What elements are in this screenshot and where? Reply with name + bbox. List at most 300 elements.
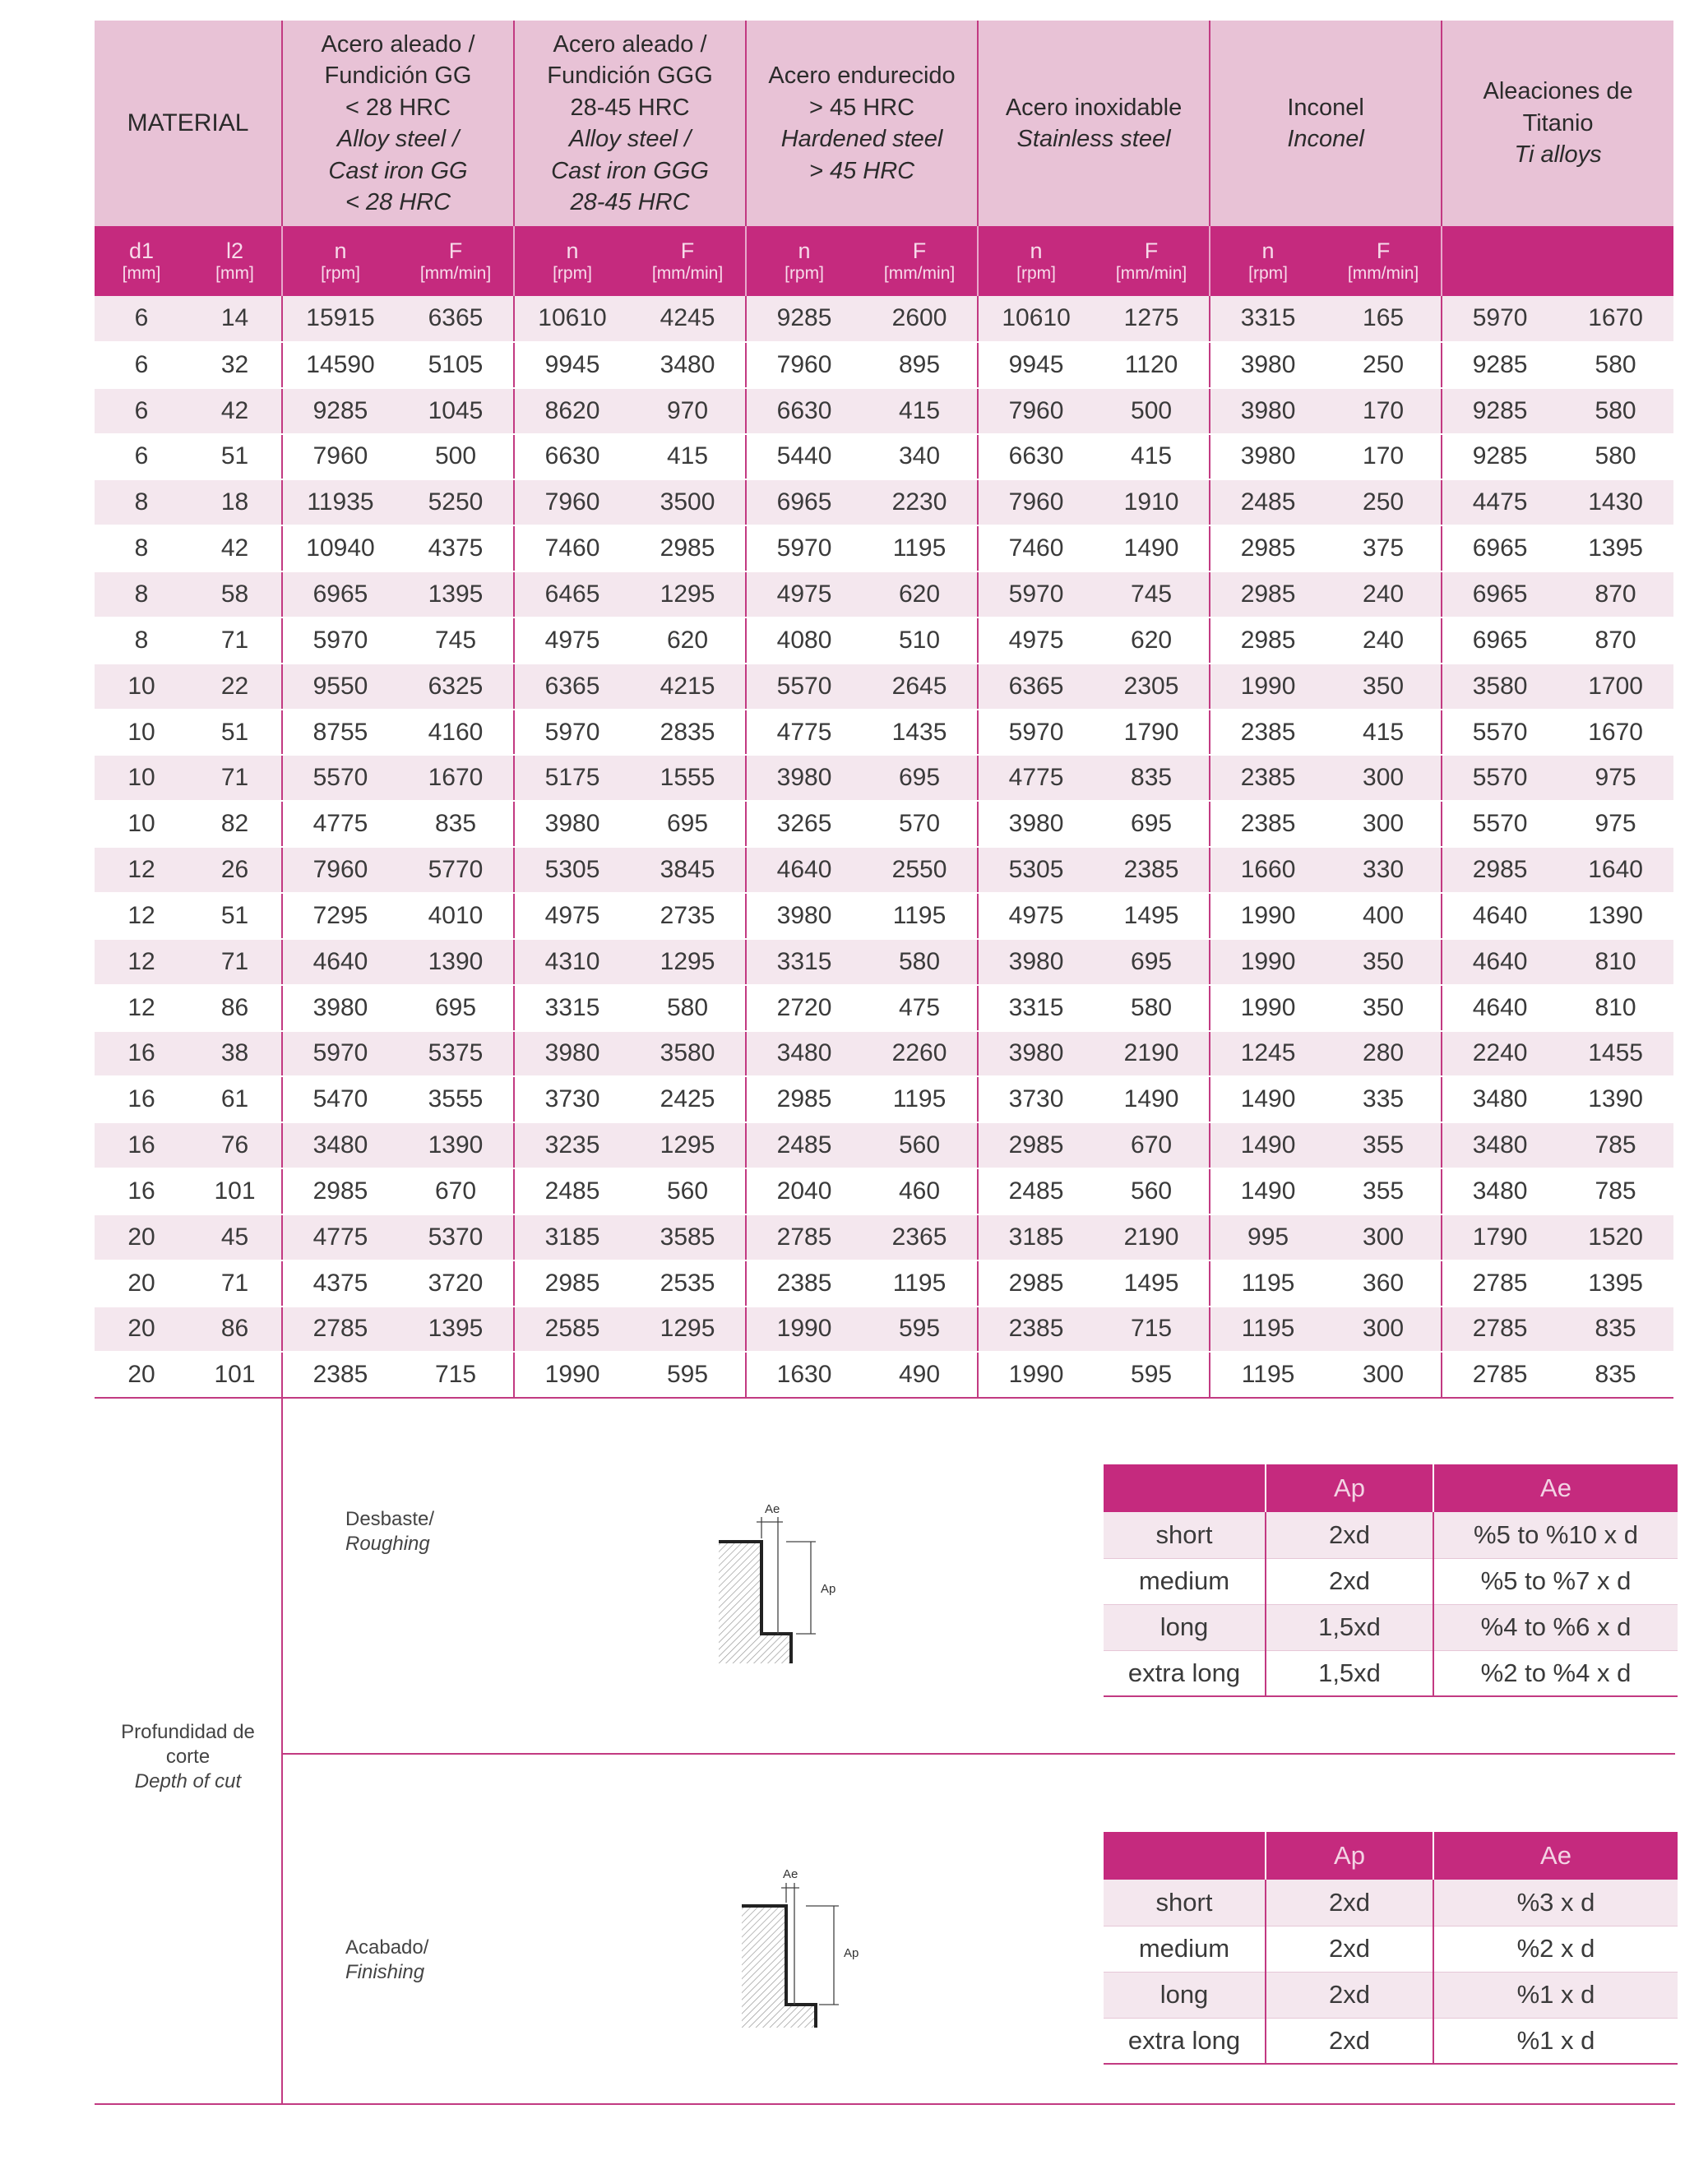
roughing-cell: extra long [1104,1650,1266,1696]
table-cell: 695 [398,985,514,1031]
table-cell: 1390 [1558,893,1673,939]
unit-label: F [1144,238,1159,263]
unit-text: [mm/min] [651,263,724,283]
table-cell: 5970 [978,571,1094,617]
ae-dim-label: Ae [783,1867,798,1881]
table-cell: 350 [1326,939,1442,985]
unit-text: [mm/min] [1115,263,1187,283]
finishing-cell: 2xd [1266,1972,1433,2018]
table-cell: 7960 [282,847,398,893]
table-cell: 2385 [1210,801,1326,847]
table-cell: 10610 [514,296,630,342]
table-cell: 1555 [630,755,746,801]
table-row [95,388,1673,434]
table-cell: 5970 [514,710,630,756]
finishing-row [1104,1880,1678,1926]
table-cell: 16 [95,1076,188,1122]
material-en-line: Hardened steel [780,126,943,152]
ap-dim-label: Ap [844,1946,859,1960]
table-cell: 101 [188,1168,282,1214]
table-cell: 42 [188,525,282,571]
unit-label: F [680,238,695,263]
table-cell: 2835 [630,710,746,756]
table-cell: 1295 [630,1307,746,1353]
finishing-cell: %2 x d [1433,1926,1678,1972]
table-cell: 4775 [282,801,398,847]
table-row [95,1076,1673,1122]
finishing-cell: 2xd [1266,1926,1433,1972]
unit-label: F [1376,238,1391,263]
roughing-row [1104,1650,1678,1696]
table-cell: 15915 [282,296,398,342]
table-cell: 3980 [1210,388,1326,434]
table-cell: 1390 [1558,1076,1673,1122]
table-cell: 2260 [862,1031,978,1077]
table-cell: 71 [188,755,282,801]
table-cell: 1990 [1210,985,1326,1031]
table-cell: 4640 [1442,985,1558,1031]
table-cell: 170 [1326,434,1442,480]
finishing-row [1104,1926,1678,1972]
unit-cell-n [1210,226,1326,296]
table-row [95,939,1673,985]
unit-cell-l2 [188,226,282,296]
table-cell: 620 [1094,617,1210,664]
table-cell: 6 [95,388,188,434]
table-cell: 1490 [1094,525,1210,571]
table-cell: 10 [95,801,188,847]
table-cell: 300 [1326,1352,1442,1398]
unit-cell-f [862,226,978,296]
table-cell: 1395 [1558,525,1673,571]
table-cell: 745 [1094,571,1210,617]
table-cell: 2985 [1210,525,1326,571]
col-header-ap: Ap [1266,1832,1433,1880]
table-cell: 16 [95,1031,188,1077]
finishing-diagram [737,1865,868,2029]
finishing-cell: %1 x d [1433,1972,1678,2018]
unit-text: [mm] [215,263,254,283]
roughing-cell: %4 to %6 x d [1433,1604,1678,1650]
table-cell: 5440 [746,434,862,480]
table-cell: 835 [1558,1307,1673,1353]
table-cell: 400 [1326,893,1442,939]
table-cell: 4215 [630,664,746,710]
table-cell: 415 [1326,710,1442,756]
table-cell: 580 [630,985,746,1031]
material-es-line: Fundición GG [324,62,472,89]
material-en-line: 28-45 HRC [570,189,690,215]
table-cell: 2985 [978,1122,1094,1168]
unit-cell-n [978,226,1094,296]
table-cell: 3185 [514,1214,630,1260]
finishing-cell: extra long [1104,2018,1266,2064]
table-cell: 360 [1326,1260,1442,1307]
table-cell: 785 [1558,1168,1673,1214]
table-cell: 1195 [1210,1352,1326,1398]
table-cell: 570 [862,801,978,847]
table-cell: 71 [188,1260,282,1307]
table-cell: 3845 [630,847,746,893]
table-cell: 300 [1326,1307,1442,1353]
table-cell: 2385 [1094,847,1210,893]
table-cell: 1390 [398,939,514,985]
material-en-line: Alloy steel / [568,126,692,152]
table-cell: 6965 [1442,571,1558,617]
table-cell: 1195 [862,525,978,571]
table-cell: 7960 [282,434,398,480]
table-row [95,296,1673,342]
table-cell: 1195 [862,893,978,939]
table-cell: 2190 [1094,1031,1210,1077]
table-cell: 580 [1558,342,1673,388]
table-cell: 2305 [1094,664,1210,710]
material-es-line: Fundición GGG [547,62,713,89]
table-cell: 71 [188,939,282,985]
table-cell: 6465 [514,571,630,617]
table-cell: 810 [1558,985,1673,1031]
table-cell: 1195 [862,1076,978,1122]
table-cell: 2385 [978,1307,1094,1353]
table-cell: 2535 [630,1260,746,1307]
table-cell: 9285 [1442,388,1558,434]
table-cell: 785 [1558,1122,1673,1168]
finishing-cell: 2xd [1266,2018,1433,2064]
table-cell: 4010 [398,893,514,939]
table-cell: 1495 [1094,893,1210,939]
table-cell: 5970 [282,1031,398,1077]
table-cell: 1430 [1558,479,1673,525]
table-cell: 76 [188,1122,282,1168]
table-cell: 240 [1326,571,1442,617]
finishing-cell: long [1104,1972,1266,2018]
table-cell: 5570 [746,664,862,710]
table-cell: 7960 [978,388,1094,434]
table-cell: 9550 [282,664,398,710]
table-cell: 1700 [1558,664,1673,710]
table-cell: 86 [188,1307,282,1353]
table-row [95,1168,1673,1214]
material-en-line: < 28 HRC [345,189,451,215]
table-cell: 2985 [1442,847,1558,893]
table-cell: 2735 [630,893,746,939]
material-es-line: < 28 HRC [345,94,451,121]
table-row [95,571,1673,617]
table-cell: 4975 [746,571,862,617]
table-cell: 355 [1326,1168,1442,1214]
table-cell: 2985 [978,1260,1094,1307]
workpiece-shape [742,1906,816,2028]
unit-cell-f [1094,226,1210,296]
col-header-ae: Ae [1433,1832,1678,1880]
unit-cell-n [514,226,630,296]
table-cell: 3315 [746,939,862,985]
table-cell: 1990 [978,1352,1094,1398]
table-cell: 3315 [978,985,1094,1031]
table-cell: 4375 [282,1260,398,1307]
table-cell: 9945 [514,342,630,388]
table-cell: 1045 [398,388,514,434]
table-cell: 670 [1094,1122,1210,1168]
roughing-label-es: Desbaste/ [345,1508,435,1530]
table-row [95,342,1673,388]
material-en-line: Cast iron GG [328,157,468,184]
material-es-line: Acero endurecido [768,62,956,89]
workpiece-shape [719,1542,791,1663]
table-cell: 1790 [1094,710,1210,756]
table-cell: 3980 [746,755,862,801]
finishing-cell: %1 x d [1433,2018,1678,2064]
table-cell: 2645 [862,664,978,710]
table-row [95,1031,1673,1077]
material-header-titanium [1442,21,1673,226]
table-cell: 3315 [1210,296,1326,342]
table-cell: 1295 [630,939,746,985]
table-cell: 5375 [398,1031,514,1077]
table-cell: 895 [862,342,978,388]
table-cell: 330 [1326,847,1442,893]
roughing-cell: %2 to %4 x d [1433,1650,1678,1696]
table-cell: 595 [1094,1352,1210,1398]
table-cell: 3720 [398,1260,514,1307]
table-cell: 9285 [1442,434,1558,480]
material-header-inconel [1210,21,1442,226]
unit-label: n [1261,238,1275,263]
table-cell: 2785 [1442,1260,1558,1307]
material-header-row [95,21,1673,226]
table-cell: 2485 [514,1168,630,1214]
table-cell: 10 [95,755,188,801]
table-cell: 165 [1326,296,1442,342]
table-row [95,1260,1673,1307]
table-cell: 560 [630,1168,746,1214]
table-cell: 4775 [282,1214,398,1260]
table-cell: 5770 [398,847,514,893]
unit-label: l2 [225,238,243,263]
material-title: MATERIAL [127,109,249,136]
unit-label: F [912,238,927,263]
table-cell: 1990 [1210,893,1326,939]
material-es-line: Aleaciones de [1483,78,1633,105]
finishing-table [1104,1832,1678,2065]
table-cell: 4160 [398,710,514,756]
table-cell: 51 [188,893,282,939]
material-en-line: Cast iron GGG [551,157,709,184]
table-cell: 3580 [630,1031,746,1077]
roughing-row [1104,1512,1678,1558]
roughing-cell: 1,5xd [1266,1650,1433,1696]
col-header-length [1104,1832,1266,1880]
table-cell: 2550 [862,847,978,893]
table-cell: 1245 [1210,1031,1326,1077]
table-cell: 8 [95,479,188,525]
table-cell: 12 [95,847,188,893]
table-cell: 3480 [1442,1122,1558,1168]
table-cell: 1640 [1558,847,1673,893]
table-cell: 1395 [1558,1260,1673,1307]
col-header-ap: Ap [1266,1464,1433,1512]
table-cell: 580 [862,939,978,985]
table-cell: 3500 [630,479,746,525]
table-cell: 6630 [746,388,862,434]
table-cell: 12 [95,893,188,939]
material-es-line: Acero aleado / [321,30,475,58]
material-es-line: Inconel [1287,94,1364,121]
table-cell: 5570 [1442,710,1558,756]
table-row [95,1122,1673,1168]
table-cell: 300 [1326,1214,1442,1260]
material-en-line: Ti alloys [1514,141,1602,169]
table-cell: 715 [1094,1307,1210,1353]
table-cell: 10940 [282,525,398,571]
table-cell: 1195 [1210,1260,1326,1307]
table-cell: 1490 [1210,1122,1326,1168]
table-cell: 1790 [1442,1214,1558,1260]
table-cell: 975 [1558,801,1673,847]
table-cell: 8 [95,617,188,664]
table-cell: 10610 [978,296,1094,342]
table-cell: 240 [1326,617,1442,664]
table-cell: 14590 [282,342,398,388]
table-cell: 2785 [1442,1307,1558,1353]
table-cell: 3980 [282,985,398,1031]
table-cell: 3585 [630,1214,746,1260]
section-divider-bottom [95,2103,1675,2105]
unit-label: n [798,238,811,263]
finishing-cell: 2xd [1266,1880,1433,1926]
roughing-label-en: Roughing [345,1533,430,1555]
table-cell: 3480 [282,1122,398,1168]
roughing-table [1104,1464,1678,1697]
table-cell: 6 [95,296,188,342]
table-cell: 2230 [862,479,978,525]
table-cell: 20 [95,1352,188,1398]
table-cell: 61 [188,1076,282,1122]
table-cell: 1120 [1094,342,1210,388]
table-cell: 300 [1326,755,1442,801]
table-cell: 975 [1558,755,1673,801]
table-cell: 1490 [1094,1076,1210,1122]
table-cell: 415 [1094,434,1210,480]
roughing-cell: 2xd [1266,1558,1433,1604]
table-cell: 38 [188,1031,282,1077]
table-cell: 1295 [630,571,746,617]
material-en-line: Inconel [1287,126,1364,152]
unit-cell-d1 [95,226,188,296]
table-cell: 1490 [1210,1076,1326,1122]
finishing-cell: short [1104,1880,1266,1926]
table-cell: 32 [188,342,282,388]
table-cell: 3480 [1442,1076,1558,1122]
table-cell: 1990 [514,1352,630,1398]
table-cell: 3980 [978,939,1094,985]
table-cell: 9285 [282,388,398,434]
finishing-table-body [1104,1880,1678,2064]
depth-label-es: corte [165,1746,211,1768]
table-cell: 810 [1558,939,1673,985]
table-cell: 560 [1094,1168,1210,1214]
material-es-line: > 45 HRC [808,94,915,121]
table-cell: 2985 [514,1260,630,1307]
table-cell: 5105 [398,342,514,388]
table-cell: 8 [95,525,188,571]
table-cell: 460 [862,1168,978,1214]
table-cell: 340 [862,434,978,480]
unit-cell-empty [1442,226,1558,296]
table-cell: 620 [862,571,978,617]
table-row [95,710,1673,756]
table-cell: 835 [1094,755,1210,801]
roughing-cell: %5 to %7 x d [1433,1558,1678,1604]
ap-dim-label: Ap [821,1582,836,1596]
table-cell: 1495 [1094,1260,1210,1307]
table-cell: 970 [630,388,746,434]
table-cell: 745 [398,617,514,664]
table-cell: 82 [188,801,282,847]
table-cell: 20 [95,1260,188,1307]
material-es-line: Acero aleado / [553,30,707,58]
table-cell: 3730 [514,1076,630,1122]
unit-text: [rpm] [553,263,592,283]
unit-label: d1 [128,238,155,263]
table-cell: 2785 [746,1214,862,1260]
table-cell: 16 [95,1168,188,1214]
unit-label: n [566,238,579,263]
col-header-ae: Ae [1433,1464,1678,1512]
table-cell: 4775 [978,755,1094,801]
table-row [95,617,1673,664]
table-cell: 2040 [746,1168,862,1214]
material-es-line: Acero inoxidable [1005,94,1183,121]
table-cell: 42 [188,388,282,434]
table-cell: 2600 [862,296,978,342]
table-cell: 4310 [514,939,630,985]
table-cell: 101 [188,1352,282,1398]
table-cell: 9285 [1442,342,1558,388]
table-cell: 3480 [630,342,746,388]
table-cell: 58 [188,571,282,617]
table-cell: 4975 [514,893,630,939]
table-row [95,525,1673,571]
table-cell: 3265 [746,801,862,847]
table-cell: 2190 [1094,1214,1210,1260]
unit-text: [mm] [122,263,161,283]
table-cell: 2985 [630,525,746,571]
table-cell: 500 [1094,388,1210,434]
table-row [95,1307,1673,1353]
table-row [95,985,1673,1031]
table-cell: 350 [1326,664,1442,710]
table-cell: 45 [188,1214,282,1260]
unit-text: [rpm] [321,263,360,283]
table-cell: 6965 [1442,617,1558,664]
table-cell: 3980 [978,1031,1094,1077]
table-cell: 2985 [282,1168,398,1214]
table-cell: 580 [1558,388,1673,434]
table-cell: 1670 [398,755,514,801]
table-cell: 11935 [282,479,398,525]
table-cell: 1670 [1558,710,1673,756]
material-en-line: > 45 HRC [808,157,915,184]
table-cell: 8 [95,571,188,617]
table-cell: 12 [95,939,188,985]
table-cell: 14 [188,296,282,342]
roughing-table-header [1104,1464,1678,1512]
table-cell: 3980 [514,801,630,847]
table-row [95,479,1673,525]
unit-text: [mm/min] [419,263,492,283]
table-cell: 1390 [398,1122,514,1168]
